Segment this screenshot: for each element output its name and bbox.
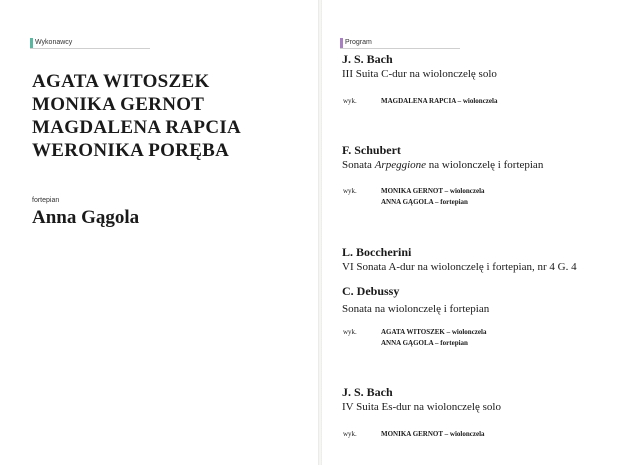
performer-name: MAGDALENA RAPCIA xyxy=(32,117,242,138)
pianist-name: Anna Gągola xyxy=(32,207,140,228)
performer-line: MAGDALENA RAPCIA – wiolonczela xyxy=(381,97,498,105)
performer-credit xyxy=(343,429,485,440)
work-title: Sonata na wiolonczelę i fortepian xyxy=(342,303,490,315)
performer-name: MONIKA GERNOT xyxy=(32,94,205,115)
performer-credit xyxy=(343,186,485,208)
work-title: III Suita C-dur na wiolonczelę solo xyxy=(342,68,497,80)
program-item xyxy=(342,284,489,317)
work-title-italic: Arpeggione xyxy=(374,159,427,171)
wyk-label: wyk. xyxy=(343,97,357,105)
piano-label: fortepian xyxy=(32,197,60,204)
performers-list xyxy=(32,70,241,162)
program-item xyxy=(342,143,543,173)
composer-name: J. S. Bach xyxy=(342,52,393,66)
composer-name: F. Schubert xyxy=(342,143,401,157)
performer-line: AGATA WITOSZEK – wiolonczela xyxy=(381,328,487,336)
performers-section-label: Wykonawcy xyxy=(30,38,72,48)
performer-line: ANNA GĄGOLA – fortepian xyxy=(381,339,468,347)
wyk-label: wyk. xyxy=(343,430,357,438)
performer-name: AGATA WITOSZEK xyxy=(32,71,210,92)
work-title: VI Sonata A-dur na wiolonczelę i fortepian, nr 4 G. 4 xyxy=(342,261,577,273)
work-title: IV Suita Es-dur na wiolonczelę solo xyxy=(342,401,501,413)
work-title-post: na wiolonczelę i fortepian xyxy=(426,159,544,171)
performer-line: MONIKA GERNOT – wiolonczela xyxy=(381,187,485,195)
composer-name: C. Debussy xyxy=(342,284,400,298)
work-title xyxy=(342,158,543,173)
wyk-label: wyk. xyxy=(343,187,357,195)
program-item xyxy=(342,245,577,275)
program-item xyxy=(342,52,497,82)
composer-name: J. S. Bach xyxy=(342,385,393,399)
performer-name: WERONIKA PORĘBA xyxy=(32,140,230,161)
performer-credit xyxy=(343,96,497,107)
performer-line: ANNA GĄGOLA – fortepian xyxy=(381,198,468,206)
program-section-label: Program xyxy=(340,38,372,48)
composer-name: L. Boccherini xyxy=(342,245,412,259)
performer-credit xyxy=(343,327,486,349)
performer-line: MONIKA GERNOT – wiolonczela xyxy=(381,430,485,438)
work-title-pre: Sonata xyxy=(342,159,375,171)
program-item xyxy=(342,385,501,415)
wyk-label: wyk. xyxy=(343,328,357,336)
